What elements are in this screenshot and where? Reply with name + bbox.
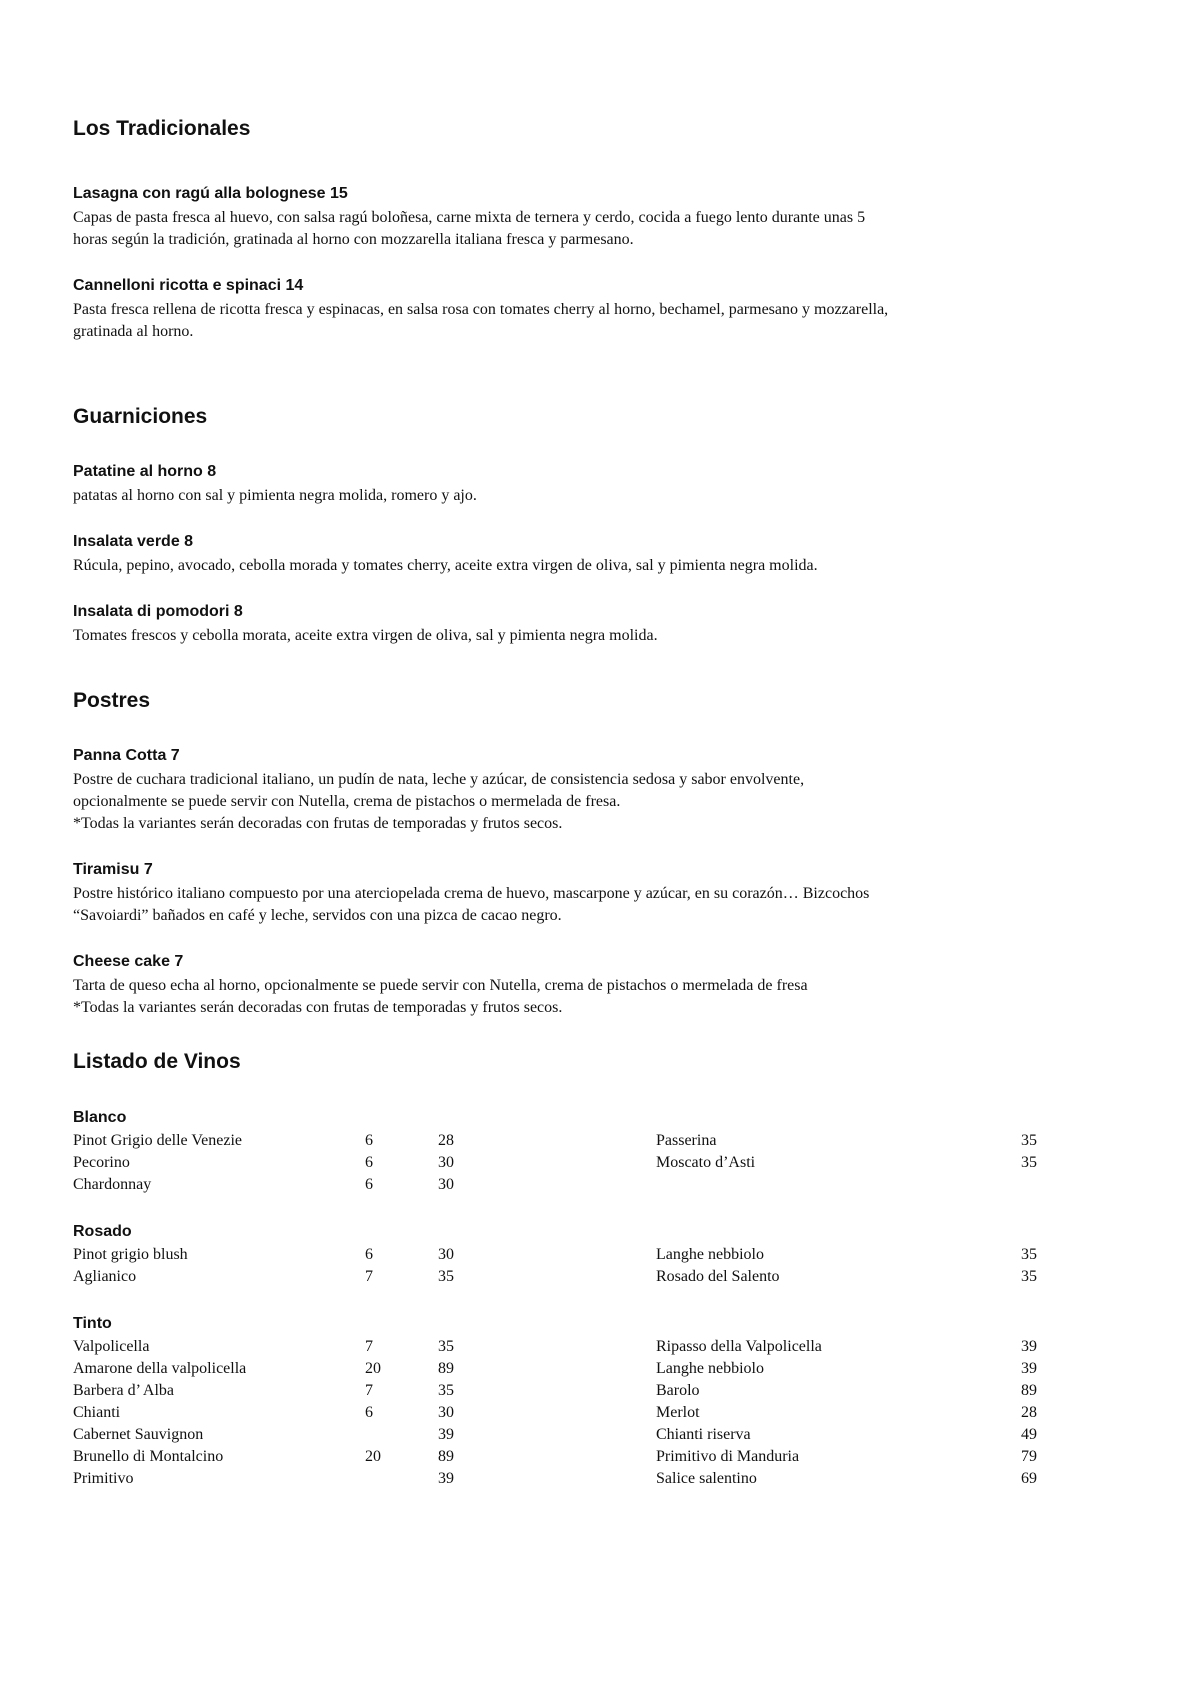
item-desc-cannelloni-line1: Pasta fresca rellena de ricotta fresca y espinacas, en salsa rosa con tomates cherry al horno, bechamel, parmesano y mozzarella, <box>73 301 889 318</box>
item-desc-tiramisu-line2: “Savoiardi” bañados en café y leche, servidos con una pizca de cacao negro. <box>73 907 562 924</box>
item-desc-patatine: patatas al horno con sal y pimienta negra molida, romero y ajo. <box>73 487 477 504</box>
item-desc-insalata-verde: Rúcula, pepino, avocado, cebolla morada y tomates cherry, aceite extra virgen de oliva, sal y pimienta negra molida. <box>73 557 818 574</box>
section-title-tradicionales: Los Tradicionales <box>73 117 251 140</box>
item-name-cheese-cake: Cheese cake 7 <box>73 953 184 970</box>
item-desc-insalata-pomodori: Tomates frescos y cebolla morata, aceite extra virgen de oliva, sal y pimienta negra molida. <box>73 627 658 644</box>
item-desc-panna-cotta-line2: opcionalmente se puede servir con Nutella, crema de pistachos o mermelada de fresa. <box>73 793 621 810</box>
item-note-cheese-cake: *Todas la variantes serán decoradas con frutas de temporadas y frutos secos. <box>73 999 563 1016</box>
section-title-guarniciones: Guarniciones <box>73 405 208 428</box>
item-desc-cannelloni-line2: gratinada al horno. <box>73 323 194 340</box>
item-name-insalata-pomodori: Insalata di pomodori 8 <box>73 603 243 620</box>
item-name-lasagna: Lasagna con ragú alla bolognese 15 <box>73 185 348 202</box>
wine-category-tinto: Tinto <box>73 1315 112 1332</box>
item-name-tiramisu: Tiramisu 7 <box>73 861 153 878</box>
item-desc-tiramisu-line1: Postre histórico italiano compuesto por una aterciopelada crema de huevo, mascarpone y azúcar, en su corazón… Bizcochos <box>73 885 870 902</box>
item-name-panna-cotta: Panna Cotta 7 <box>73 747 180 764</box>
item-desc-lasagna-line2: horas según la tradición, gratinada al horno con mozzarella italiana fresca y parmesano. <box>73 231 634 248</box>
section-title-postres: Postres <box>73 689 151 712</box>
item-name-cannelloni: Cannelloni ricotta e spinaci 14 <box>73 277 304 294</box>
wine-category-rosado: Rosado <box>73 1223 132 1240</box>
item-desc-cheese-cake: Tarta de queso echa al horno, opcionalmente se puede servir con Nutella, crema de pistachos o mermelada de fresa <box>73 977 808 994</box>
item-name-insalata-verde: Insalata verde 8 <box>73 533 194 550</box>
item-note-panna-cotta: *Todas la variantes serán decoradas con frutas de temporadas y frutos secos. <box>73 815 563 832</box>
wine-category-blanco: Blanco <box>73 1109 127 1126</box>
item-desc-panna-cotta-line1: Postre de cuchara tradicional italiano, un pudín de nata, leche y azúcar, de consistencia sedosa y sabor envolvente, <box>73 771 805 788</box>
item-desc-lasagna-line1: Capas de pasta fresca al huevo, con salsa ragú boloñesa, carne mixta de ternera y cerdo, cocida a fuego lento durante unas 5 <box>73 209 866 226</box>
item-name-patatine: Patatine al horno 8 <box>73 463 217 480</box>
section-title-vinos: Listado de Vinos <box>73 1050 241 1073</box>
